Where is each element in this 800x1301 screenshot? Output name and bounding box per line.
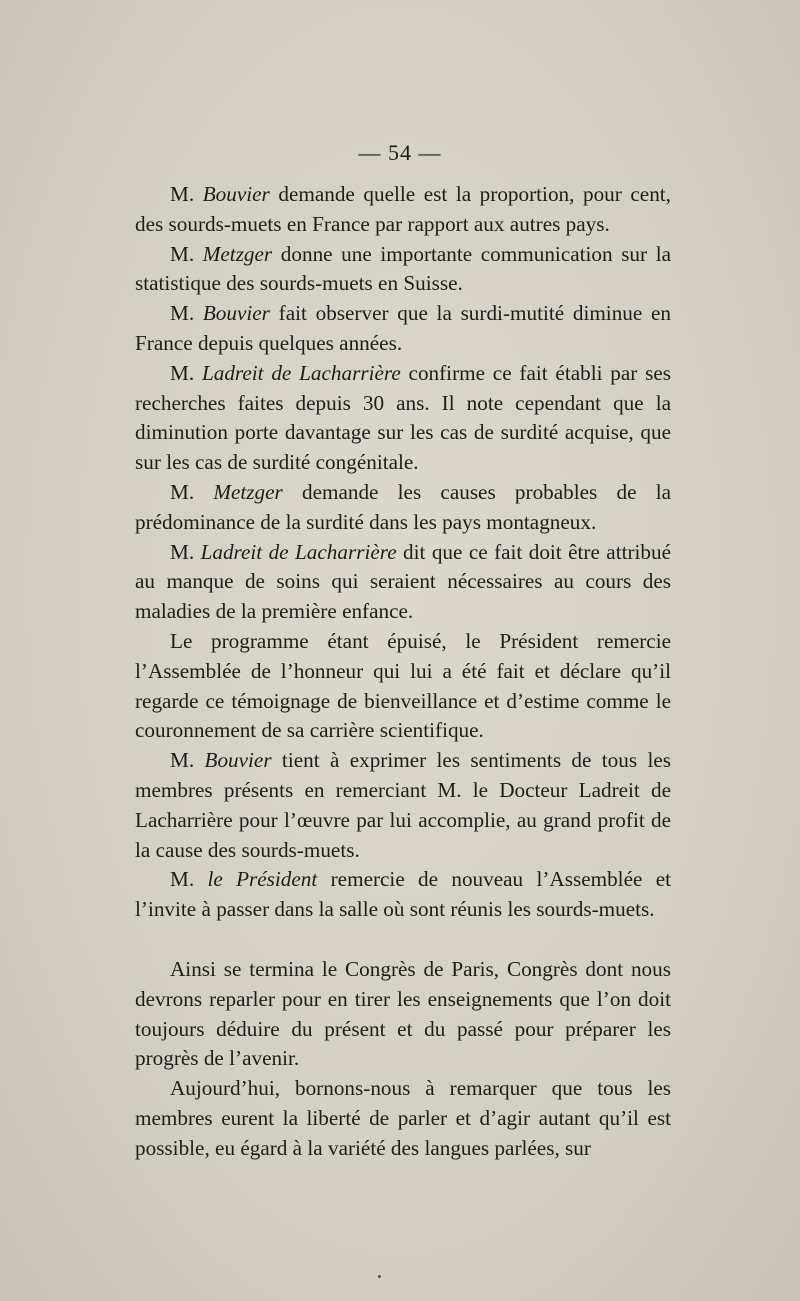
paragraph-aujourdhui: Aujourd’hui, bornons-nous à remarquer que tous les membres eurent la liberté de parler et d’agir autant qu’il est possible, eu égard à la variété des langues parlées, sur xyxy=(135,1076,671,1160)
speaker-prefix: M. xyxy=(170,360,202,385)
speaker-name: Metzger xyxy=(202,241,273,266)
paragraph-ladreit-confirme xyxy=(135,359,671,478)
speaker-name: Bouvier xyxy=(202,301,270,326)
paragraph-metzger-causes xyxy=(135,478,671,538)
paragraph-programme-epuise: Le programme étant épuisé, le Président remercie l’Assemblée de l’honneur qui lui a été fait et déclare qu’il regarde ce témoignage de bienveillance et d’estime comme le couronnement de sa carrière scientifique. xyxy=(135,628,671,743)
page-number: — 54 — xyxy=(358,140,442,165)
paragraph-ladreit-soins xyxy=(135,538,671,627)
paragraph-bouvier-remerciement xyxy=(135,746,671,865)
paper-speck xyxy=(378,1275,381,1278)
paragraph-metzger-statistique xyxy=(135,240,671,300)
speaker-name: Ladreit de Lacharrière xyxy=(201,360,401,385)
paragraph-text: donne une importante communication sur la statistique des sourds-muets en Suisse. xyxy=(135,241,671,296)
speaker-name: Bouvier xyxy=(202,182,270,206)
paragraph-text: confirme ce fait établi par ses recherches faites depuis 30 ans. Il note cependant que la diminution porte davantage sur les cas de surdité acquise, que sur les cas de surdité congénitale. xyxy=(135,360,672,475)
speaker-name: Ladreit de Lacharrière xyxy=(200,539,397,564)
speaker-prefix: M. xyxy=(170,867,208,892)
paragraph-bouvier-proportion xyxy=(135,180,671,240)
speaker-name: le Président xyxy=(207,867,318,892)
paragraph-text: dit que ce fait doit être attribué au manque de soins qui seraient nécessaires au cours des maladies de la première enfance. xyxy=(135,539,671,624)
speaker-prefix: M. xyxy=(170,748,205,773)
speaker-prefix: M. xyxy=(170,479,214,504)
speaker-prefix: M. xyxy=(170,301,203,326)
paragraph-text: tient à exprimer les sentiments de tous les membres présents en remerciant M. le Docteur Ladreit de Lacharrière pour l’œuvre par lui accomplie, au grand profit de la cause des sourds-muets. xyxy=(135,748,671,862)
body-text xyxy=(135,180,671,1164)
speaker-name: Bouvier xyxy=(204,748,272,773)
paragraph-text: fait observer que la surdi-mutité diminue en France depuis quelques années. xyxy=(135,301,671,355)
speaker-prefix: M. xyxy=(170,241,203,266)
paragraph-text: remercie de nouveau l’Assemblée et l’invite à passer dans la salle où sont réunis les sourds-muets. xyxy=(135,867,671,922)
paragraph-president-invite xyxy=(135,865,671,925)
speaker-prefix: M. xyxy=(170,182,203,206)
paragraph-text: demande quelle est la proportion, pour cent, des sourds-muets en France par rapport aux autres pays. xyxy=(135,182,671,236)
paragraph-bouvier-diminution xyxy=(135,299,671,359)
speaker-name: Metzger xyxy=(213,479,283,504)
paragraph-text: demande les causes probables de la prédominance de la surdité dans les pays montagneux. xyxy=(135,479,671,534)
speaker-prefix: M. xyxy=(170,539,201,564)
paragraph-conclusion-congres: Ainsi se termina le Congrès de Paris, Congrès dont nous devrons reparler pour en tirer les enseignements que l’on doit toujours déduire du présent et du passé pour préparer les progrès de l’avenir. xyxy=(135,956,671,1071)
